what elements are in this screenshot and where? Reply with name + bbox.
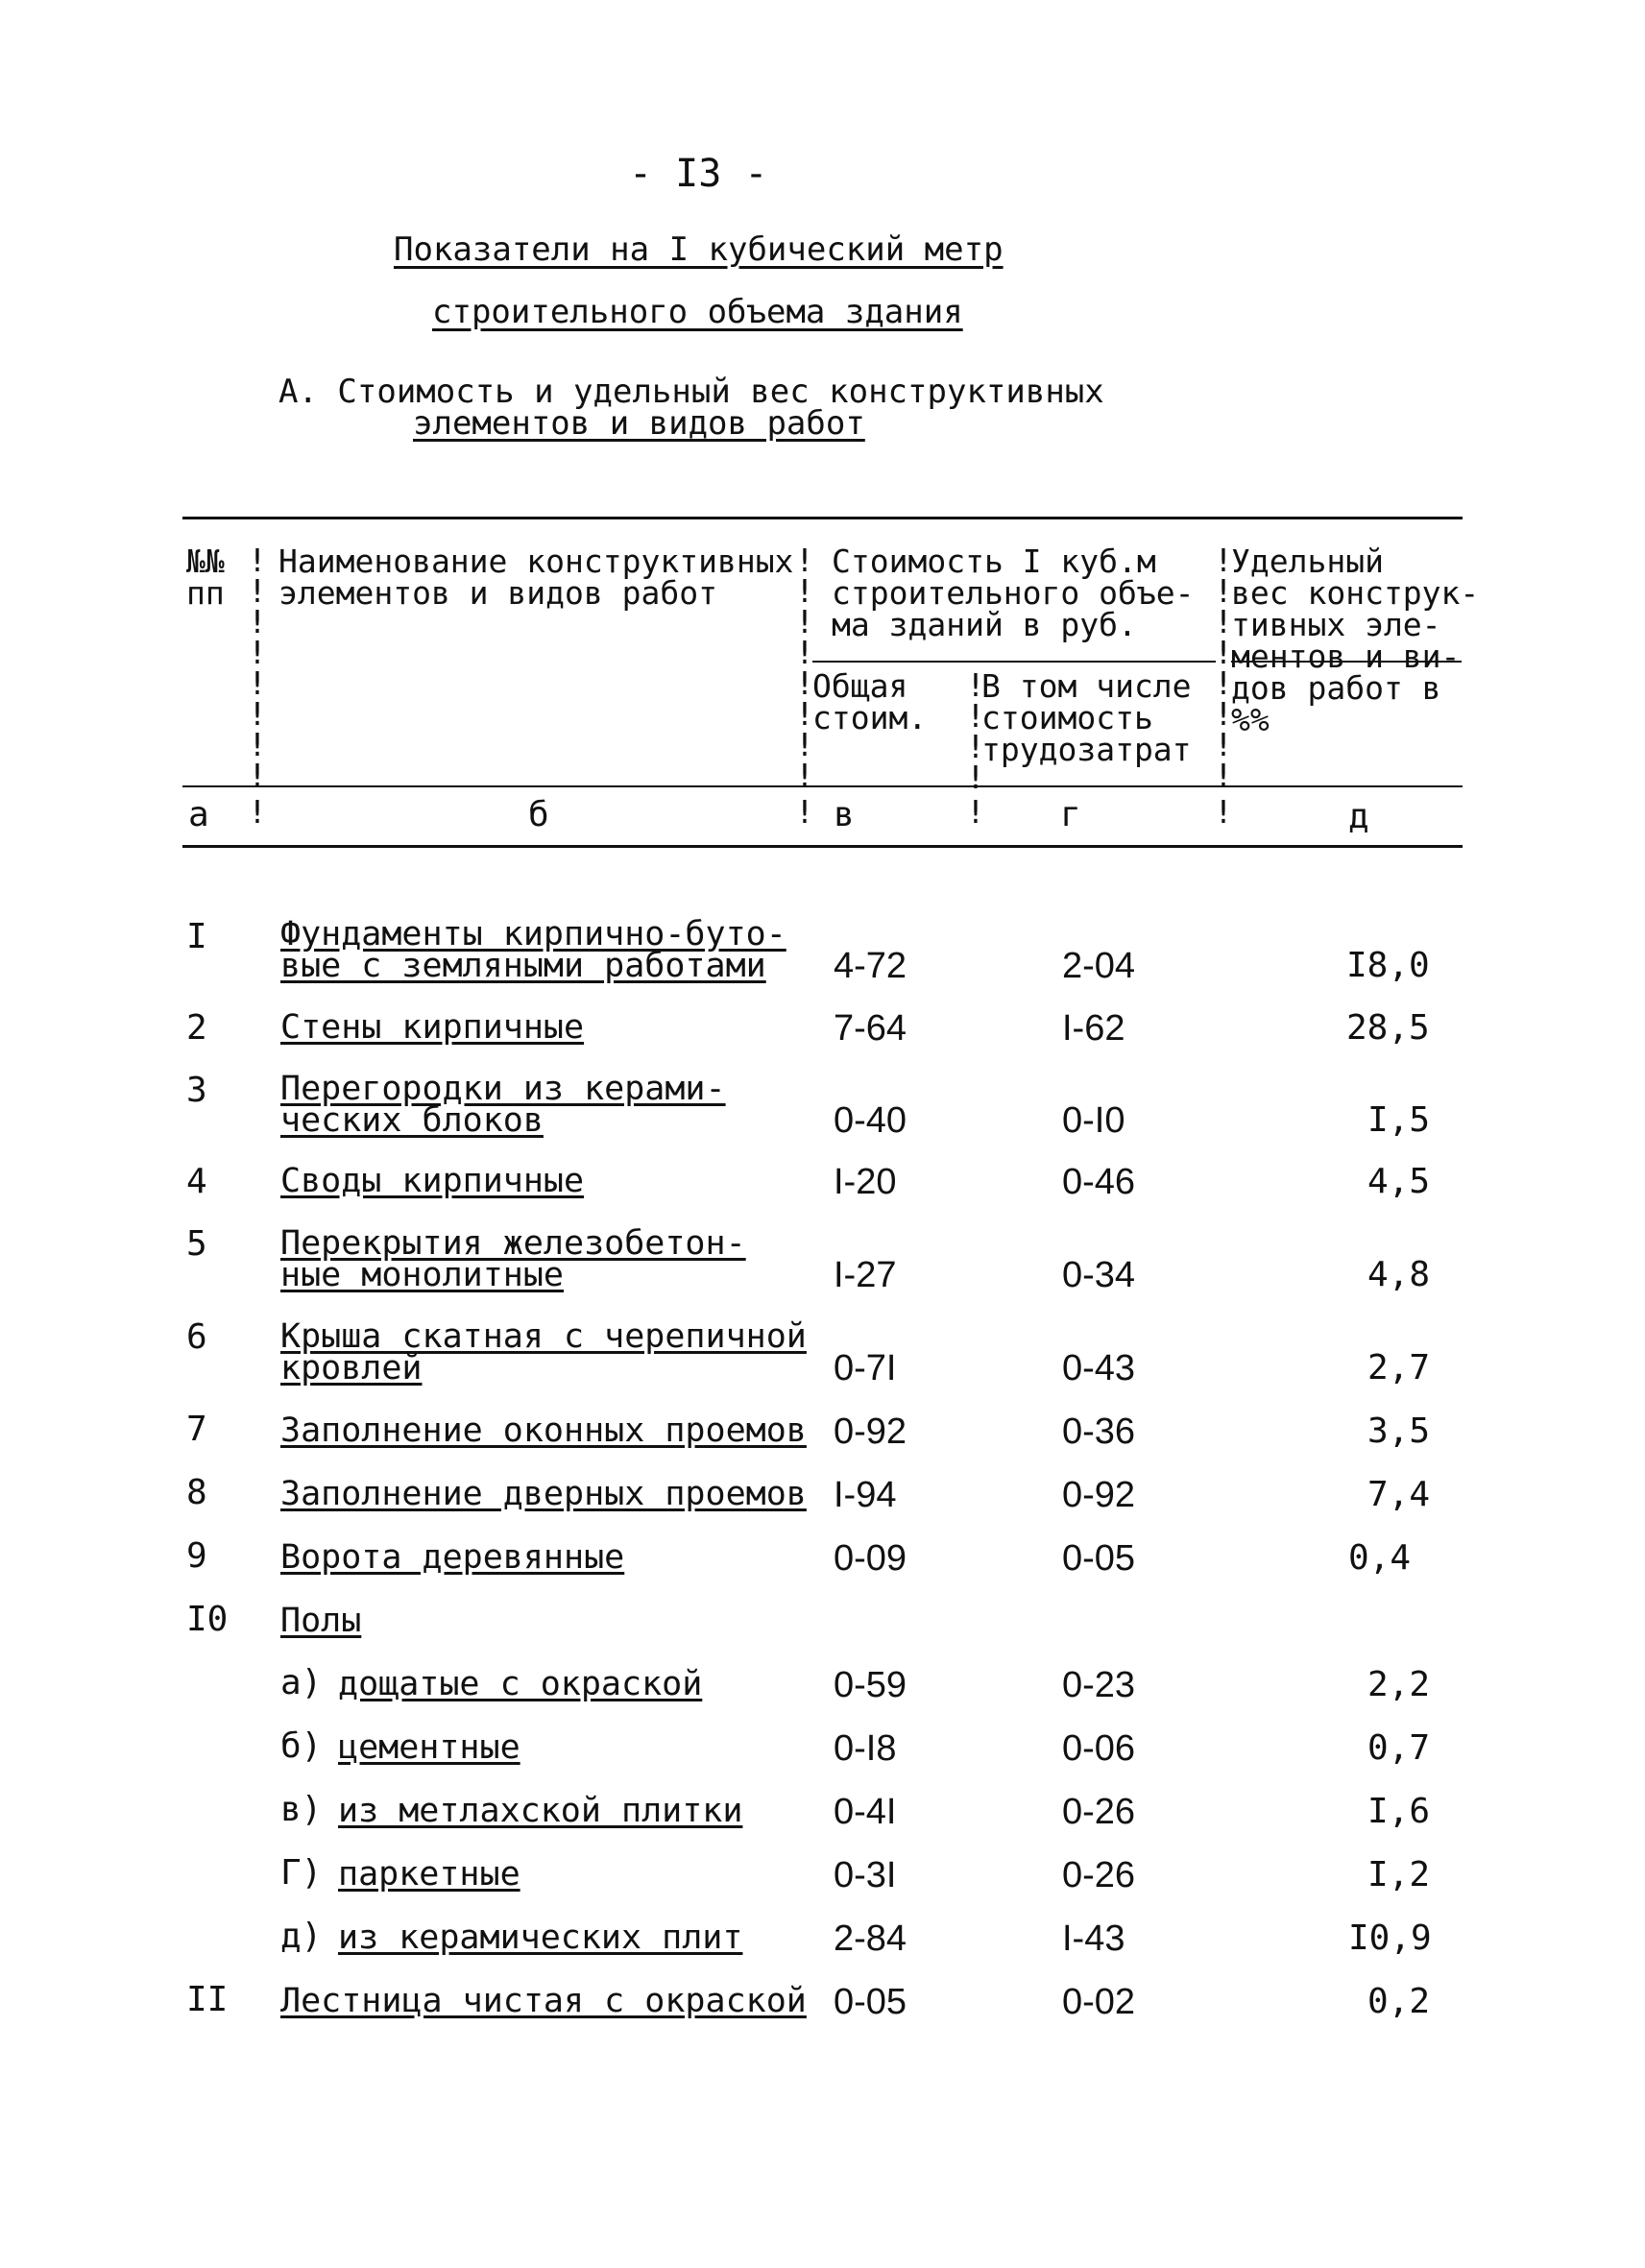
row-name: Фундаменты кирпично-буто- вые с земляными работами (280, 915, 786, 985)
header-share: Удельный вес конструк- тивных эле- ментов и ви- дов работ в %% (1231, 543, 1480, 738)
row-share: 7,4 (1367, 1475, 1431, 1514)
row-cost-total: I-27 (834, 1255, 897, 1295)
row-number: 2 (186, 1008, 207, 1048)
row-cost-labor: 0-02 (1062, 1982, 1136, 2022)
table-top-rule (182, 517, 1463, 519)
row-name: цементные (338, 1728, 520, 1767)
row-cost-labor: 0-43 (1062, 1348, 1136, 1388)
row-number: 7 (186, 1410, 207, 1449)
row-name: Крыша скатная с черепичной кровлей (280, 1317, 807, 1387)
row-cost-labor: 0-26 (1062, 1792, 1136, 1832)
row-cost-total: 0-4I (834, 1792, 897, 1832)
row-number: 6 (186, 1317, 207, 1357)
row-share: 2,7 (1367, 1348, 1431, 1387)
header-bottom-rule (182, 785, 1463, 787)
column-separator: ! ! ! ! ! ! ! ! (248, 542, 267, 794)
row-name: паркетные (338, 1855, 520, 1894)
column-separator: ! (966, 793, 985, 831)
header-number: №№ пп (186, 543, 225, 612)
column-separator: ! (248, 793, 267, 831)
row-name: Заполнение оконных проемов (280, 1411, 807, 1450)
row-share: 0,7 (1367, 1728, 1431, 1768)
row-number: 9 (186, 1536, 207, 1576)
column-separator: ! ! ! ! ! ! ! ! (1214, 542, 1233, 794)
column-letter-g: г (1060, 795, 1081, 834)
row-number: 3 (186, 1071, 207, 1110)
row-cost-labor: 0-05 (1062, 1538, 1136, 1579)
column-letter-v: в (834, 795, 855, 834)
row-number: II (186, 1980, 229, 2019)
row-cost-total: 0-09 (834, 1538, 907, 1579)
row-cost-total: I-94 (834, 1475, 897, 1515)
row-cost-labor: 0-92 (1062, 1475, 1136, 1515)
row-name: Своды кирпичные (280, 1162, 585, 1200)
row-number: 5 (186, 1224, 207, 1264)
row-share: I8,0 (1346, 946, 1430, 985)
row-share: 4,8 (1367, 1255, 1431, 1294)
section-heading-line2: элементов и видов работ (413, 404, 865, 443)
row-share: 4,5 (1367, 1162, 1431, 1201)
row-cost-labor: 2-04 (1062, 946, 1136, 986)
row-cost-labor: 0-I0 (1062, 1100, 1125, 1141)
row-share: 0,4 (1348, 1538, 1412, 1578)
row-cost-total: 0-92 (834, 1411, 907, 1452)
row-cost-total: 0-59 (834, 1665, 907, 1705)
column-separator: ! (1214, 793, 1233, 831)
row-share: 28,5 (1346, 1008, 1430, 1048)
row-name: Перегородки из керами- ческих блоков (280, 1070, 726, 1140)
row-share: I,5 (1367, 1100, 1431, 1140)
row-cost-labor: 0-36 (1062, 1411, 1136, 1452)
row-name: Заполнение дверных проемов (280, 1475, 807, 1513)
row-share: I,2 (1367, 1855, 1431, 1894)
row-cost-labor: 0-23 (1062, 1665, 1136, 1705)
row-share: 0,2 (1367, 1982, 1431, 2021)
row-cost-labor: I-62 (1062, 1008, 1125, 1049)
row-number: I (186, 917, 207, 956)
header-letters-rule (182, 845, 1463, 848)
row-cost-labor: I-43 (1062, 1918, 1125, 1959)
row-share: I,6 (1367, 1792, 1431, 1831)
row-share: 2,2 (1367, 1665, 1431, 1704)
header-cost-total: Общая стоим. (812, 667, 928, 736)
row-number: I0 (186, 1600, 229, 1639)
column-separator: ! ! ! ! (966, 666, 985, 796)
row-cost-total: 0-40 (834, 1100, 907, 1141)
row-sub-letter: в) (280, 1790, 323, 1829)
header-cost: Стоимость I куб.м строительного объе- ма зданий в руб. (832, 543, 1195, 643)
row-name: Стены кирпичные (280, 1008, 585, 1047)
row-cost-total: 0-7I (834, 1348, 897, 1388)
row-cost-total: I-20 (834, 1162, 897, 1202)
row-sub-letter: а) (280, 1663, 323, 1702)
column-letter-b: б (528, 795, 549, 834)
column-letter-d: д (1348, 797, 1369, 836)
row-cost-labor: 0-46 (1062, 1162, 1136, 1202)
row-cost-total: 0-I8 (834, 1728, 897, 1769)
row-share: I0,9 (1348, 1918, 1432, 1958)
row-cost-total: 7-64 (834, 1008, 907, 1049)
row-sub-letter: д) (280, 1917, 323, 1956)
document-title-line2: строительного объема здания (432, 293, 963, 331)
row-name: из керамических плит (338, 1918, 743, 1957)
row-name: Лестница чистая с окраской (280, 1982, 807, 2020)
row-name: Полы (280, 1602, 362, 1640)
row-cost-total: 0-3I (834, 1855, 897, 1895)
header-cost-labor: В том числе стоимость трудозатрат (981, 667, 1192, 768)
column-separator: ! (795, 793, 814, 831)
page-number: - I3 - (629, 152, 768, 196)
row-name: из метлахской плитки (338, 1792, 743, 1830)
row-name: Ворота деревянные (280, 1538, 625, 1577)
row-number: 8 (186, 1473, 207, 1512)
column-letter-a: а (188, 795, 209, 834)
subheader-rule (1231, 661, 1462, 663)
row-sub-letter: Г) (280, 1853, 323, 1893)
row-cost-labor: 0-06 (1062, 1728, 1136, 1769)
section-heading-line1: А. Стоимость и удельный вес конструктивных (278, 373, 1104, 411)
row-cost-labor: 0-34 (1062, 1255, 1136, 1295)
row-name: дощатые с окраской (338, 1665, 703, 1703)
subheader-rule (812, 661, 1216, 663)
row-cost-total: 4-72 (834, 946, 907, 986)
document-title-line1: Показатели на I кубический метр (394, 230, 1004, 269)
row-cost-total: 2-84 (834, 1918, 907, 1959)
row-sub-letter: б) (280, 1726, 323, 1766)
row-share: 3,5 (1367, 1411, 1431, 1451)
row-cost-total: 0-05 (834, 1982, 907, 2022)
row-cost-labor: 0-26 (1062, 1855, 1136, 1895)
column-separator: ! ! ! ! ! ! ! ! (795, 542, 814, 794)
header-name: Наименование конструктивных элементов и видов работ (278, 543, 794, 612)
row-number: 4 (186, 1162, 207, 1201)
row-name: Перекрытия железобетон- ные монолитные (280, 1224, 746, 1294)
